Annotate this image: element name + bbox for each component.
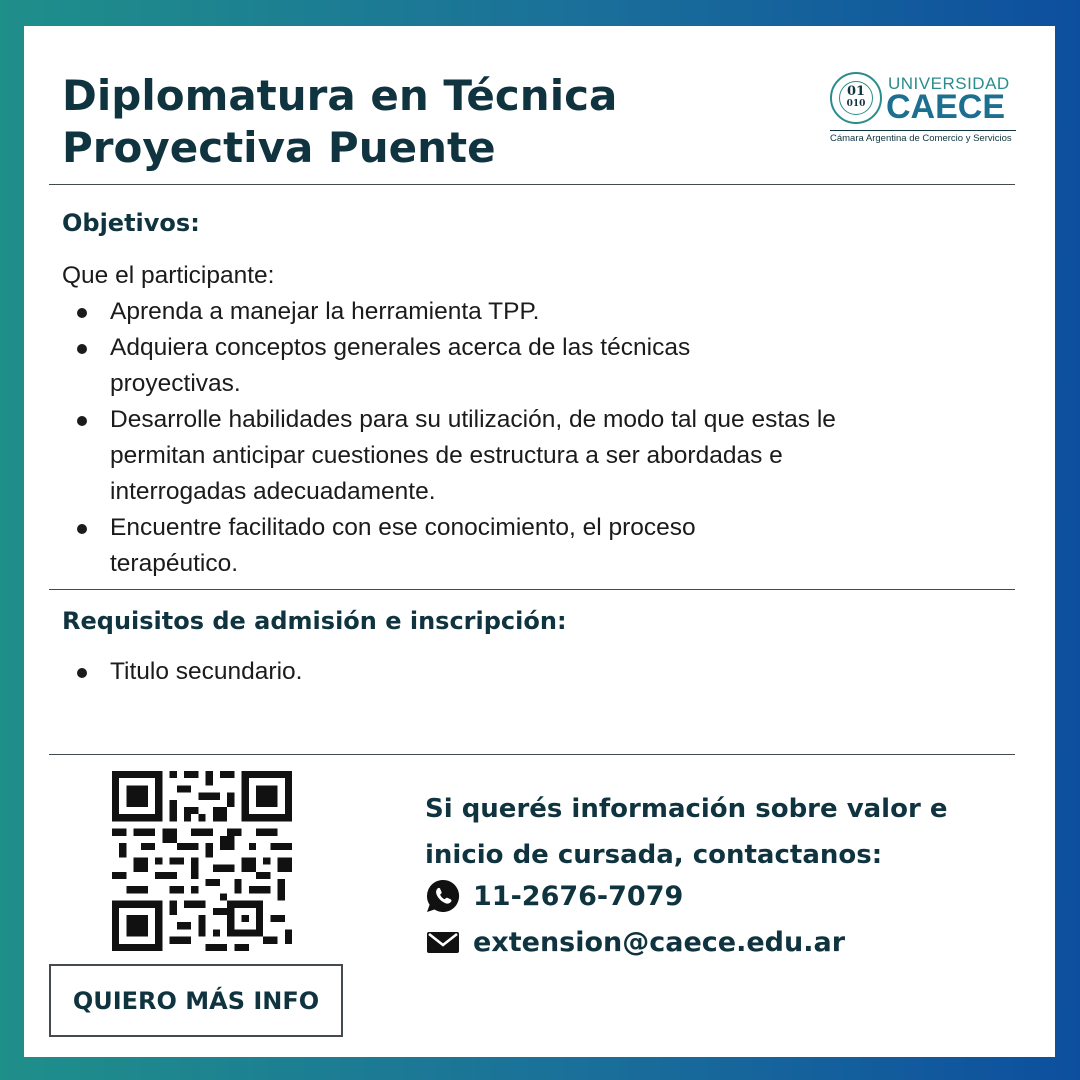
list-item: Desarrolle habilidades para su utilización, de modo tal que estas le permitan anticipar cuestiones de estructura a ser abordadas e interrogadas adecuadamente. [62,402,910,510]
email-row[interactable] [425,922,845,962]
page-title: Diplomatura en Técnica Proyectiva Puente [62,71,618,172]
list-item: Titulo secundario. [62,654,962,690]
list-item: Encuentre facilitado con ese conocimiento, el proceso terapéutico. [62,510,750,582]
phone-row[interactable] [425,876,683,916]
objetivos-heading: Objetivos: [62,209,200,237]
requisitos-heading: Requisitos de admisión e inscripción: [62,607,567,635]
objetivos-intro: Que el participante: [62,262,275,289]
requisitos-list [62,654,962,690]
logo-subtitle: Cámara Argentina de Comercio y Servicios [830,130,1016,144]
whatsapp-icon [425,878,461,914]
list-item: Adquiera conceptos generales acerca de las técnicas proyectivas. [62,330,710,402]
caece-logo [828,70,1018,148]
logo-university: UNIVERSIDAD [888,74,1010,93]
list-item: Aprenda a manejar la herramienta TPP. [62,294,962,330]
objetivos-list [62,294,962,582]
flyer-card [24,26,1055,1057]
email-address[interactable]: extension@caece.edu.ar [473,926,846,958]
seal-top-text: 01 [846,84,866,99]
contact-heading: Si querés información sobre valor e inicio de cursada, contactanos: [425,794,948,870]
qr-code-icon[interactable] [112,771,292,951]
mail-icon [425,924,461,960]
divider [49,184,1015,185]
logo-seal-icon [830,72,882,124]
phone-number[interactable]: 11-2676-7079 [473,880,684,912]
seal-bottom-text: 010 [846,99,866,109]
divider [49,754,1015,755]
more-info-button[interactable]: QUIERO MÁS INFO [49,964,343,1037]
logo-name: CAECE [886,88,1006,126]
divider [49,589,1015,590]
